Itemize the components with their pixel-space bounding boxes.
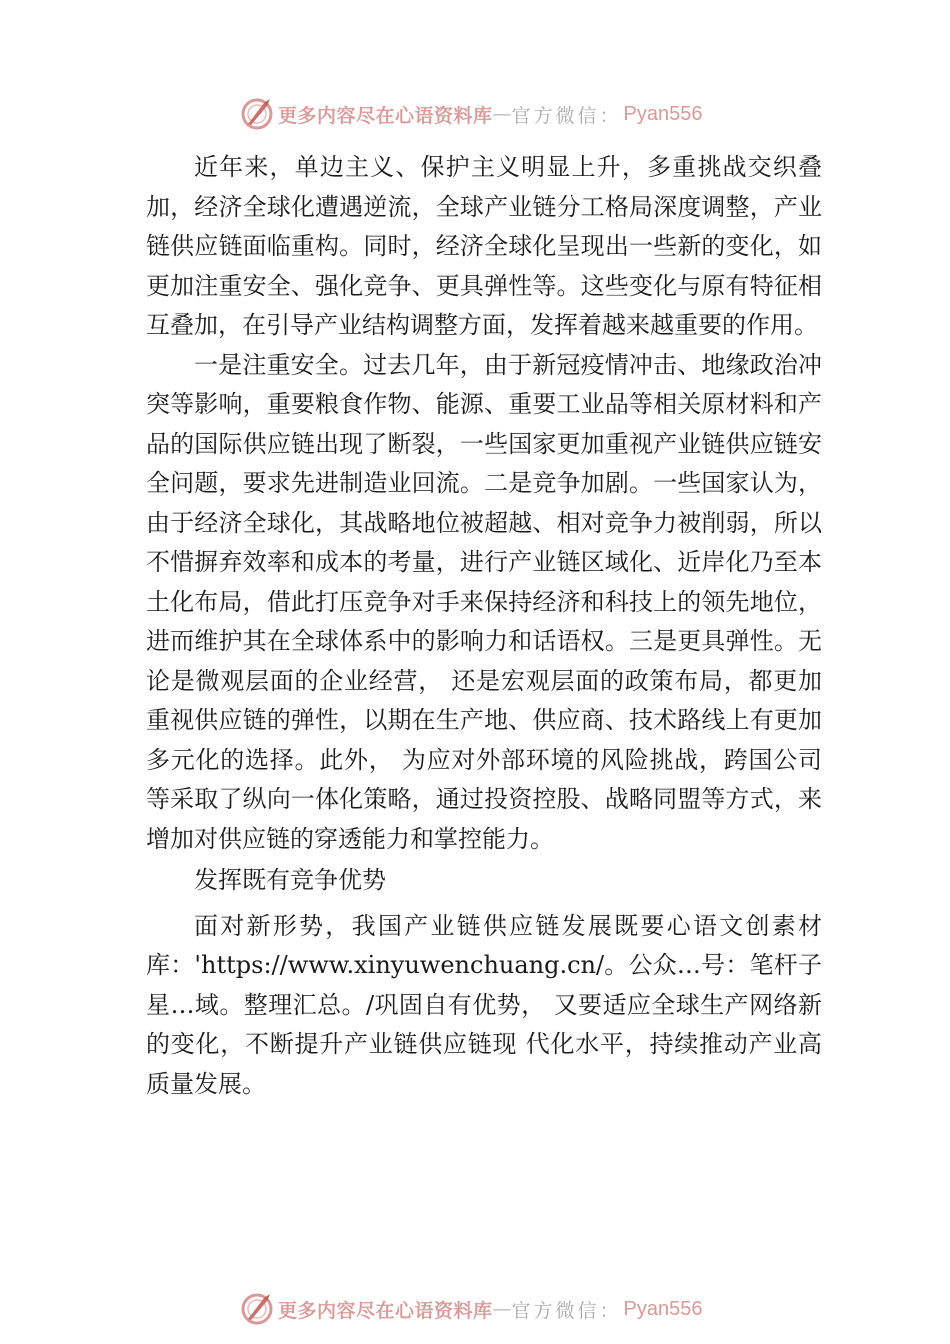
header-separator: — [492,103,512,125]
footer-brand-text: 更多内容尽在心语资料库 [278,1299,493,1322]
header-banner [240,96,760,132]
quill-pen-logo-icon [240,97,274,131]
paragraph-conclusion: 面对新形势，我国产业链供应链发展既要心语文创素材库：'https://www.xinyuwenchuang.cn/。公众…号：笔杆子星…域。整理汇总。/巩固自有优势， 又要适应全球生产网络新的变化，不断提升产业链供应链现 代化水平，持续推动产业高质量发展。 [146,911,822,1098]
footer-banner [240,1291,760,1327]
paragraph-intro: 近年来，单边主义、保护主义明显上升，多重挑战交织叠加，经济全球化遭遇逆流，全球产业链分工格局深度调整，产业链供应链面临重构。同时，经济全球化呈现出一些新的变化，如更加注重安全、强化竞争、更具弹性等。这些变化与原有特征相互叠加，在引导产业结构调整方面，发挥着越来越重要的作用。 [146,153,822,339]
header-brand-text: 更多内容尽在心语资料库 [278,104,493,127]
footer-wechat-label: 官方微信： [511,1299,622,1322]
footer-wechat-id: Pyan556 [623,1297,703,1320]
header-wechat-label: 官方微信： [511,104,622,127]
footer-separator: — [492,1298,512,1320]
paragraph-trends: 一是注重安全。过去几年，由于新冠疫情冲击、地缘政治冲突等影响，重要粮食作物、能源、重要工业品等相关原材料和产品的国际供应链出现了断裂，一些国家更加重视产业链供应链安全问题，要求先进制造业回流。二是竞争加剧。一些国家认为，由于经济全球化，其战略地位被超越、相对竞争力被削弱，所以不惜摒弃效率和成本的考量，进行产业链区域化、近岸化乃至本土化布局，借此打压竞争对手来保持经济和科技上的领先地位，进而维护其在全球体系中的影响力和话语权。三是更具弹性。无论是微观层面的企业经营， 还是宏观层面的政策布局，都更加重视供应链的弹性，以期在生产地、供应商、技术路线上有更加多元化的选择。此外， 为应对外部环境的风险挑战，跨国公司等采取了纵向一体化策略，通过投资控股、战略同盟等方式，来增加对供应链的穿透能力和掌控能力。 [146,350,822,853]
header-wechat-id: Pyan556 [623,102,703,125]
document-body [146,148,822,1104]
quill-pen-logo-icon [240,1292,274,1326]
section-heading: 发挥既有竞争优势 [194,866,386,894]
